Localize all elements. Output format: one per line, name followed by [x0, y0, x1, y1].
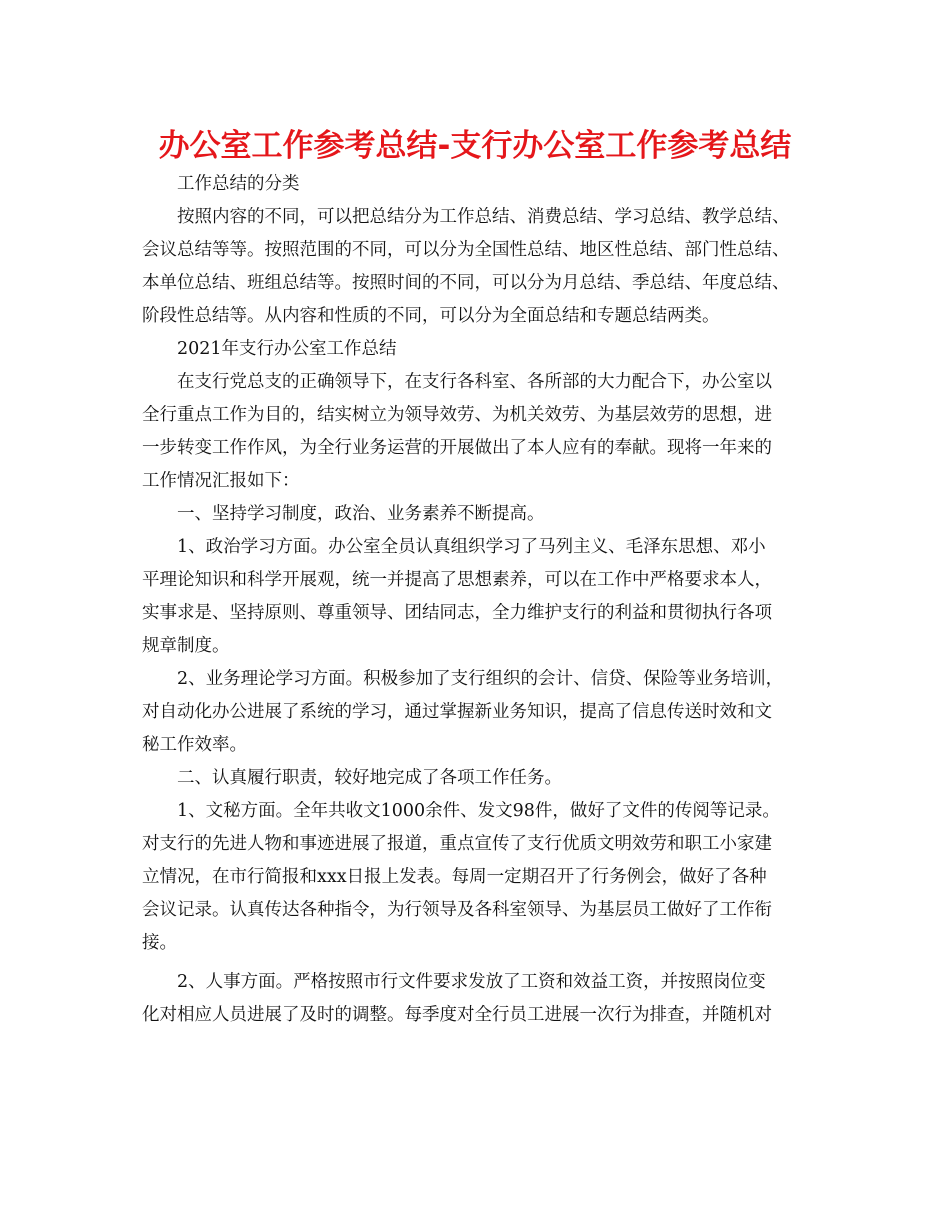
text-line: 按照内容的不同，可以把总结分为工作总结、消费总结、学习总结、教学总结、 — [177, 207, 790, 227]
text-line: 1、政治学习方面。办公室全员认真组织学习了马列主义、毛泽东思想、邓小 — [177, 537, 766, 557]
text-line: 会议记录。认真传达各种指令，为行领导及各科室领导、为基层员工做好了工作衔 — [142, 900, 772, 920]
text-line: 2021年支行办公室工作总结 — [177, 339, 397, 359]
text-line: 1、文秘方面。全年共收文1000余件、发文98件，做好了文件的传阅等记录。 — [177, 801, 780, 821]
text-line: 实事求是、坚持原则、尊重领导、团结同志，全力维护支行的利益和贯彻执行各项 — [142, 603, 772, 623]
text-line: 一步转变工作作风，为全行业务运营的开展做出了本人应有的奉献。现将一年来的 — [142, 438, 772, 458]
text-line: 2、业务理论学习方面。积极参加了支行组织的会计、信贷、保险等业务培训， — [177, 669, 784, 689]
text-line: 工作总结的分类 — [177, 174, 300, 194]
text-line: 二、认真履行职责，较好地完成了各项工作任务。 — [177, 768, 562, 788]
text-line: 全行重点工作为目的，结实树立为领导效劳、为机关效劳、为基层效劳的思想，进 — [142, 405, 772, 425]
text-line: 在支行党总支的正确领导下，在支行各科室、各所部的大力配合下，办公室以 — [177, 372, 772, 392]
text-line: 一、坚持学习制度，政治、业务素养不断提高。 — [177, 504, 545, 524]
text-line: 阶段性总结等。从内容和性质的不同，可以分为全面总结和专题总结两类。 — [142, 306, 720, 326]
document-body — [142, 168, 832, 1032]
text-line: 2、人事方面。严格按照市行文件要求发放了工资和效益工资，并按照岗位变 — [177, 972, 766, 992]
text-line: 平理论知识和科学开展观，统一并提高了思想素养，可以在工作中严格要求本人， — [142, 570, 772, 590]
text-line: 会议总结等等。按照范围的不同，可以分为全国性总结、地区性总结、部门性总结、 — [142, 240, 790, 260]
text-line: 立情况，在市行简报和xxx日报上发表。每周一定期召开了行务例会，做好了各种 — [142, 867, 767, 887]
text-line: 秘工作效率。 — [142, 735, 247, 755]
text-line: 对支行的先进人物和事迹进展了报道，重点宣传了支行优质文明效劳和职工小家建 — [142, 834, 772, 854]
text-line: 本单位总结、班组总结等。按照时间的不同，可以分为月总结、季总结、年度总结、 — [142, 273, 790, 293]
document-title: 办公室工作参考总结-支行办公室工作参考总结 — [158, 128, 792, 164]
text-line: 规章制度。 — [142, 636, 230, 656]
text-line: 接。 — [142, 933, 177, 953]
text-line: 工作情况汇报如下： — [142, 471, 300, 491]
text-line: 对自动化办公进展了系统的学习，通过掌握新业务知识，提高了信息传送时效和文 — [142, 702, 772, 722]
text-line: 化对相应人员进展了及时的调整。每季度对全行员工进展一次行为排查，并随机对 — [142, 1005, 772, 1025]
